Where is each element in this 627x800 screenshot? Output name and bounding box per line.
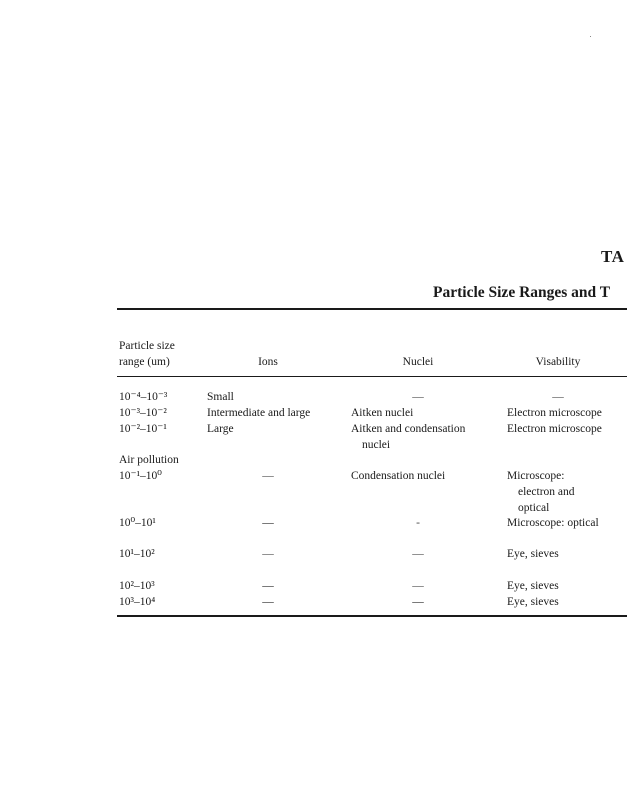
row-4-visibility-line3: optical (518, 502, 550, 514)
header-ions: Ions (258, 356, 278, 368)
row-5-nuclei: - (416, 517, 420, 529)
row-2-ions: Intermediate and large (207, 407, 311, 419)
row-1-visibility: — (552, 391, 564, 403)
row-3-size: 10⁻²–10⁻¹ (119, 423, 167, 435)
table-top-rule (117, 308, 627, 310)
row-8-nuclei: — (412, 596, 424, 608)
row-5-visibility: Microscope: optical (507, 517, 599, 529)
row-7-nuclei: — (412, 580, 424, 592)
header-rule (117, 376, 627, 377)
row-6-visibility: Eye, sieves (507, 548, 559, 560)
table-bottom-rule (117, 615, 627, 617)
row-3-nuclei-line2: nuclei (362, 439, 391, 451)
header-particle-size-line1: Particle size (119, 340, 175, 352)
table-subtitle: Particle Size Ranges and T (433, 284, 611, 301)
row-7-visibility: Eye, sieves (507, 580, 559, 592)
row-7-size: 10²–10³ (119, 580, 155, 592)
row-6-nuclei: — (412, 548, 424, 560)
header-nuclei: Nuclei (402, 356, 434, 368)
row-1-ions: Small (207, 391, 234, 403)
row-1-nuclei: — (412, 391, 424, 403)
row-1-size: 10⁻⁴–10⁻³ (119, 391, 168, 403)
row-3-ions: Large (207, 423, 234, 435)
row-5-size: 10⁰–10¹ (119, 517, 156, 529)
row-7-ions: — (262, 580, 274, 592)
row-4-nuclei: Condensation nuclei (351, 470, 446, 482)
row-4-ions: — (262, 470, 274, 482)
row-2-size: 10⁻³–10⁻² (119, 407, 167, 419)
row-4-size: 10⁻¹–10⁰ (119, 470, 162, 482)
section-air-pollution: Air pollution (119, 454, 179, 466)
row-6-ions: — (262, 548, 274, 560)
header-visability: Visability (535, 356, 581, 368)
row-2-nuclei: Aitken nuclei (351, 407, 414, 419)
row-3-nuclei: Aitken and condensation (351, 423, 466, 435)
header-particle-size-line2: range (um) (119, 356, 170, 368)
row-2-visibility: Electron microscope (507, 407, 602, 419)
row-4-visibility-line2: electron and (518, 486, 575, 498)
row-3-visibility: Electron microscope (507, 423, 602, 435)
row-8-visibility: Eye, sieves (507, 596, 559, 608)
row-6-size: 10¹–10² (119, 548, 155, 560)
scan-speck (590, 36, 591, 37)
row-5-ions: — (262, 517, 274, 529)
row-4-visibility: Microscope: (507, 470, 565, 482)
row-8-ions: — (262, 596, 274, 608)
table-title: TA (601, 247, 625, 266)
row-8-size: 10³–10⁴ (119, 596, 156, 608)
